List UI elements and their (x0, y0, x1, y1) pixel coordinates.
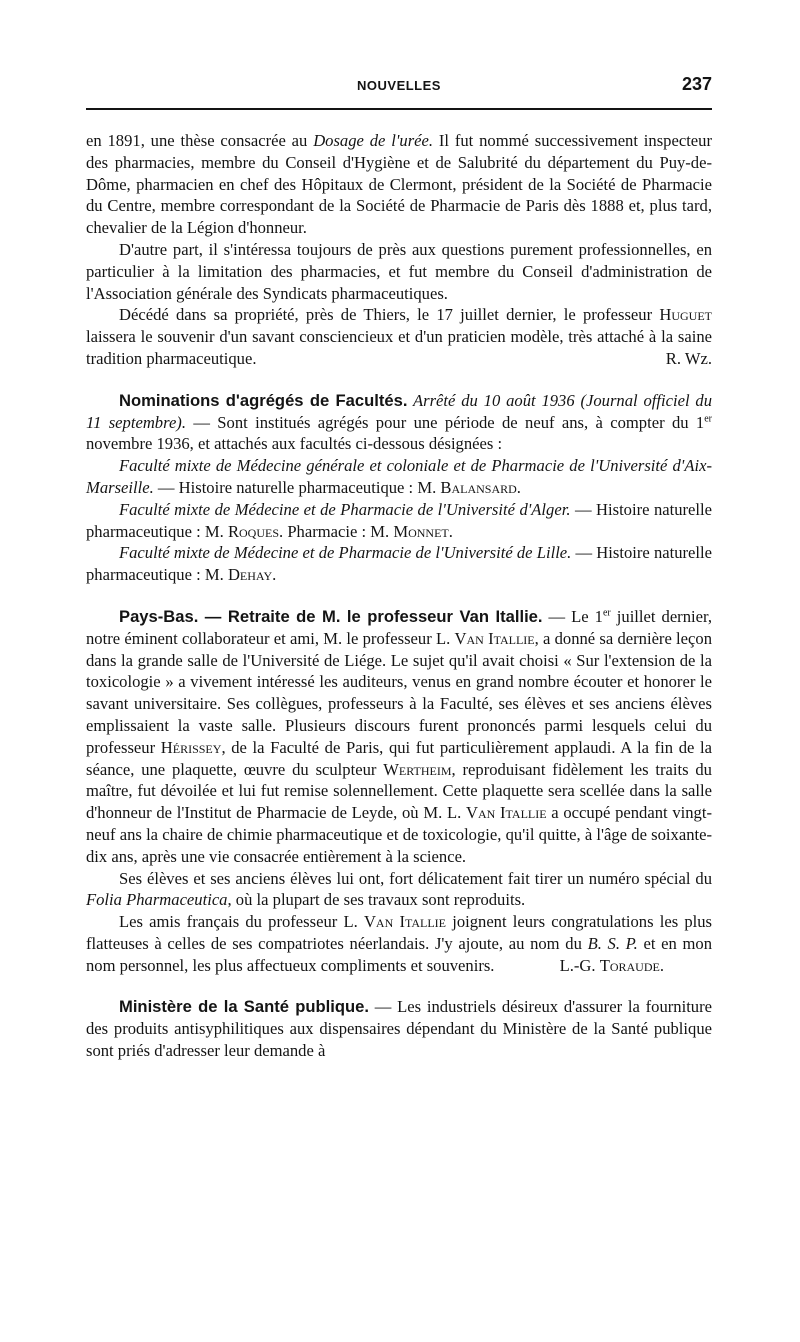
paragraph (86, 130, 712, 239)
text: . (272, 565, 277, 585)
text: . Pharmacie : M. (279, 521, 394, 541)
text: et en mon nom personnel, les plus affectueux compliments et souvenirs. (86, 933, 713, 975)
text: Les amis français du professeur L. (119, 912, 364, 932)
text: , a donné sa dernière leçon dans la grande salle de l'Université de Liége. Le sujet qu'il avait choisi « Sur l'extension de la toxicologie » a vivement intéressé les auditeurs, venus en grand nombre écouter et honorer le savant universitaire. Ses collègues, professeurs à la Faculté, ses élèves et ses anciens élèves emplissaient la vaste salle. Plusieurs discours furent prononcés parmi lesquels celui du professeur (86, 628, 712, 757)
person-name: Van Itallie (454, 628, 535, 648)
text: — Histoire naturelle pharmaceutique : M. (86, 499, 712, 541)
section-heading: Ministère de la Santé publique. (119, 997, 369, 1017)
faculty-name: Faculté mixte de Médecine et de Pharmacie de l'Université de Lille. (119, 543, 572, 563)
paragraph (86, 304, 712, 369)
faculty-name: Faculté mixte de Médecine et de Pharmacie de l'Université d'Alger. (119, 499, 571, 519)
section-heading: Nominations d'agrégés de Facultés. (119, 390, 408, 410)
person-name: Van Itallie (363, 912, 447, 932)
signature-initials: L.-G. (559, 955, 600, 975)
person-name: Dehay (227, 565, 273, 585)
text: , de la Faculté de Paris, qui fut particulièrement applaudi. A la fin de la séance, une plaquette, œuvre du sculpteur (86, 737, 712, 779)
text: Décédé dans sa propriété, près de Thiers, le 17 juillet dernier, le professeur (119, 305, 660, 325)
running-head: NOUVELLES (357, 78, 441, 93)
decree-reference: Arrêté du 10 août 1936 (Journal officiel du 11 septembre). (86, 390, 712, 432)
journal-title: Folia Pharmaceutica (86, 890, 228, 910)
nominations-section (86, 390, 712, 586)
faculty-name: Faculté mixte de Médecine générale et coloniale et de Pharmacie de l'Université d'Aix-Marseille. (86, 456, 712, 497)
text: joignent leurs congratulations les plus flatteuses à celles de ses compatriotes néerlandais. J'y ajoute, au nom du (86, 912, 713, 953)
page-body (86, 130, 712, 1062)
faculty-entry (86, 455, 712, 499)
header-rule (86, 108, 712, 110)
section-heading: Pays-Bas. — Retraite de M. le professeur Van Itallie. (119, 606, 543, 626)
text: , où la plupart de ses travaux sont reproduits. (227, 890, 526, 910)
obituary-section (86, 130, 712, 370)
paragraph (86, 868, 712, 912)
text: — Les industriels désireux d'assurer la fourniture des produits antisyphilitiques aux dispensaires dépendant du Ministère de la Santé publique sont priés d'adresser leur demande à (86, 997, 712, 1061)
text: . (448, 521, 453, 541)
journal-abbrev: B. S. P. (587, 933, 638, 953)
text: . (659, 955, 664, 975)
text: Il fut nommé successivement inspecteur des pharmacies, membre du Conseil d'Hygiène et de Salubrité du département du Puy-de-Dôme, pharmacien en chef des Hôpitaux de Clermont, président de la Société de Pharmacie du Centre, membre correspondant de la Société de Pharmacie de Paris dès 1888 et, plus tard, chevalier de la Légion d'honneur. (86, 131, 712, 238)
text: — Le 1 (542, 606, 603, 626)
text: — Sont institués agrégés pour une période de neuf ans, à compter du 1 (185, 412, 705, 432)
paragraph (86, 911, 712, 976)
text: . (516, 477, 521, 497)
text: Ses élèves et ses anciens élèves lui ont, fort délicatement fait tirer un numéro spécial du (119, 868, 712, 888)
text: a occupé pendant vingt-neuf ans la chaire de chimie pharmaceutique et de toxicologie, qu'il quitte, à l'âge de soixante-dix ans, après une vie consacrée entièrement à la science. (86, 803, 712, 866)
paragraph (86, 606, 712, 868)
person-name: Wertheim (383, 759, 452, 779)
text: juillet dernier, notre éminent collaborateur et ami, M. le professeur L. (86, 606, 712, 648)
ministry-section (86, 996, 712, 1061)
signature-name: Toraude (599, 955, 660, 975)
journal-page (86, 72, 712, 1062)
text: — Histoire naturelle pharmaceutique : M. (86, 543, 713, 585)
person-name: Hérissey (160, 737, 222, 757)
person-name: Huguet (659, 305, 712, 325)
paragraph (86, 996, 712, 1061)
text: en 1891, une thèse consacrée au (86, 131, 314, 150)
person-name: Van Itallie (465, 803, 547, 823)
page-number: 237 (681, 74, 712, 94)
thesis-title: Dosage de l'urée. (313, 131, 434, 150)
person-name: Balansard (440, 477, 517, 497)
person-name: Monnet (393, 521, 449, 541)
text: novembre 1936, et attachés aux facultés ci-dessous désignées : (86, 434, 503, 454)
signature (527, 955, 664, 977)
text: — Histoire naturelle pharmaceutique : M. (153, 477, 441, 497)
page-header (86, 72, 712, 100)
superscript: er (704, 413, 712, 425)
faculty-entry (86, 542, 712, 586)
text: laissera le souvenir d'un savant consciencieux et d'un praticien modèle, très attaché à la saine tradition pharmaceutique. (86, 327, 712, 368)
faculty-entry (86, 499, 712, 543)
retirement-section (86, 606, 712, 977)
signature: R. Wz. (665, 348, 712, 368)
paragraph: D'autre part, il s'intéressa toujours de près aux questions purement professionnelles, en particulier à la limitation des pharmacies, et fut membre du Conseil d'administration de l'Association générale des Syndicats pharmaceutiques. (86, 239, 712, 303)
superscript: er (602, 607, 611, 619)
text: , reproduisant fidèlement les traits du maître, fut dévoilée et lui fut remise solennellement. Cette plaquette sera scellée dans la salle d'honneur de l'Institut de Pharmacie de Leyde, où M. L. (86, 759, 712, 823)
person-name: Roques (227, 521, 280, 541)
paragraph (86, 390, 712, 455)
